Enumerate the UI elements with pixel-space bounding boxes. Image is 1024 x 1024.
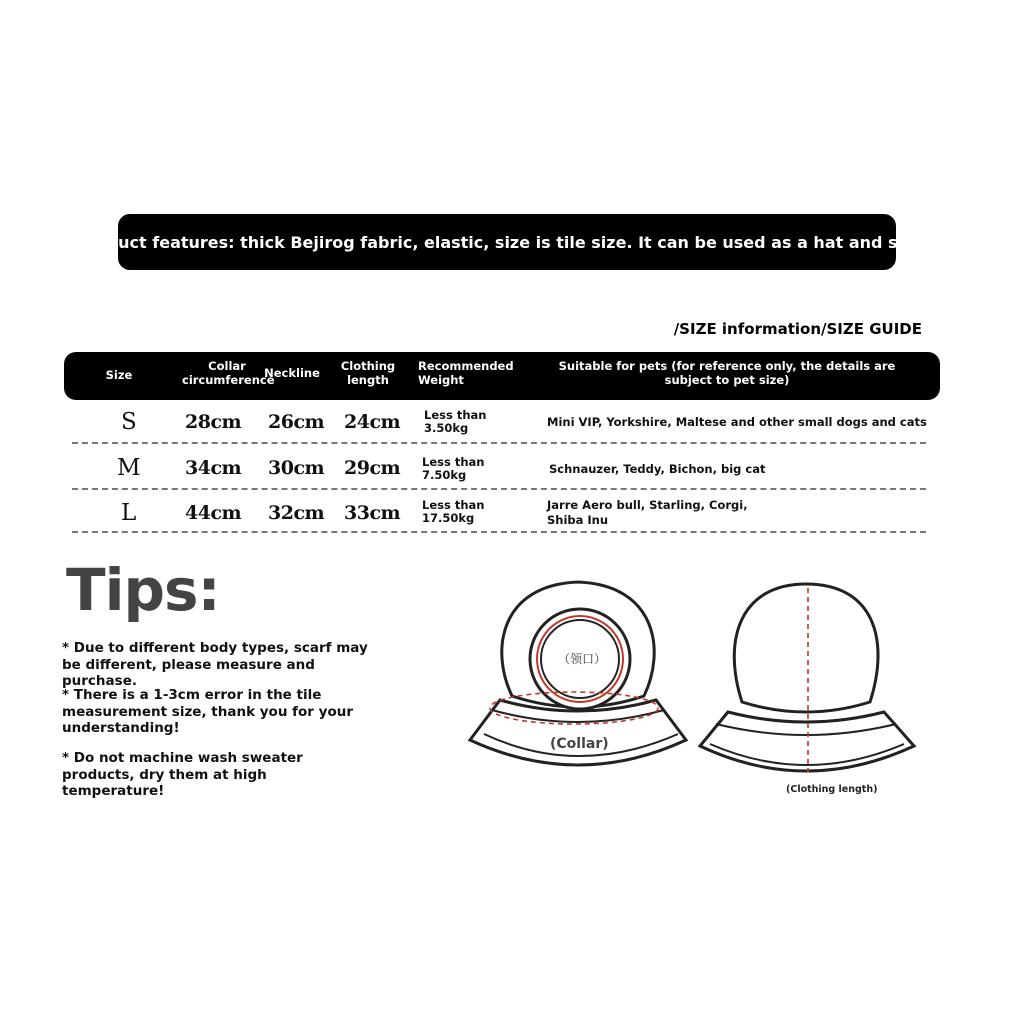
header-collar: Collar circumference bbox=[182, 359, 275, 387]
row-collar: 34cm bbox=[185, 457, 242, 479]
row-neckline: 30cm bbox=[268, 457, 325, 479]
size-guide-title: /SIZE information/SIZE GUIDE bbox=[673, 320, 922, 338]
row-weight-line1: Less than bbox=[424, 408, 487, 422]
tip-item: * Do not machine wash sweater products, dry them at high temperature! bbox=[62, 750, 303, 799]
row-length: 33cm bbox=[344, 502, 401, 524]
row-pets-line1: Jarre Aero bull, Starling, Corgi, bbox=[547, 498, 748, 512]
collar-label: (Collar) bbox=[550, 736, 609, 752]
row-size: L bbox=[121, 500, 137, 526]
neck-opening-label: （领口） bbox=[558, 652, 607, 666]
row-weight-line1: Less than bbox=[422, 455, 485, 469]
clothing-length-label: (Clothing length) bbox=[786, 784, 878, 795]
row-length: 29cm bbox=[344, 457, 401, 479]
tip-item: * Due to different body types, scarf may be different, please measure and purchase. bbox=[62, 640, 368, 689]
row-pets-line1: Mini VIP, Yorkshire, Maltese and other small dogs and cats bbox=[547, 415, 927, 429]
header-suitable-pets: Suitable for pets (for reference only, the details are subject to pet size) bbox=[558, 359, 896, 387]
header-neckline: Neckline bbox=[264, 366, 320, 380]
row-neckline: 32cm bbox=[268, 502, 325, 524]
row-pets-line1: Schnauzer, Teddy, Bichon, big cat bbox=[549, 462, 766, 476]
row-neckline: 26cm bbox=[268, 411, 325, 433]
row-collar: 44cm bbox=[185, 502, 242, 524]
row-weight-line2: 7.50kg bbox=[422, 468, 467, 482]
tip-item: * There is a 1-3cm error in the tile measurement size, thank you for your understanding! bbox=[62, 687, 353, 736]
row-size: M bbox=[117, 455, 141, 481]
header-recommended-weight: Recommended Weight bbox=[418, 359, 514, 387]
row-weight-line2: 3.50kg bbox=[424, 421, 469, 435]
row-length: 24cm bbox=[344, 411, 401, 433]
tips-title: Tips: bbox=[66, 556, 220, 624]
header-clothing-length: Clothing length bbox=[340, 359, 396, 387]
row-collar: 28cm bbox=[185, 411, 242, 433]
product-features-text: Product features: thick Bejirog fabric, elastic, size is tile size. It can be used as a hat and scarf. bbox=[76, 232, 938, 252]
row-weight-line1: Less than bbox=[422, 498, 485, 512]
row-size: S bbox=[121, 409, 137, 435]
row-pets-line2: Shiba Inu bbox=[547, 513, 609, 527]
header-size: Size bbox=[105, 368, 133, 382]
row-weight-line2: 17.50kg bbox=[422, 511, 475, 525]
back-view-illustration bbox=[700, 584, 914, 772]
